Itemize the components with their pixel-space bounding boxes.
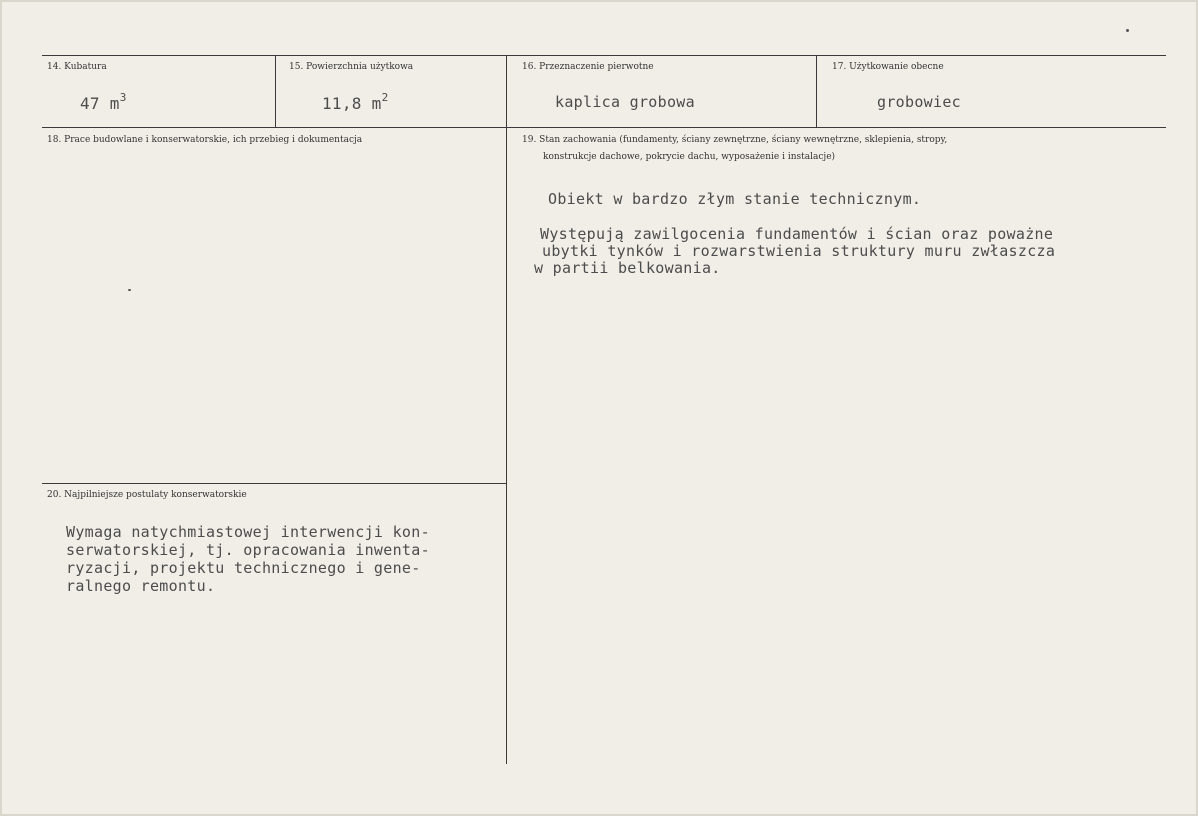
field-20-text-line2: serwatorskiej, tj. opracowania inwenta- xyxy=(66,541,430,559)
field-17-label: 17. Użytkowanie obecne xyxy=(832,62,944,72)
field-14-label: 14. Kubatura xyxy=(47,62,107,72)
divider-16-17 xyxy=(816,56,817,128)
field-15-label: 15. Powierzchnia użytkowa xyxy=(289,62,414,72)
field-20-text-line1: Wymaga natychmiastowej interwencji kon- xyxy=(66,523,430,541)
field18-bottom-rule xyxy=(42,483,507,484)
field-15-value xyxy=(322,91,389,113)
speck xyxy=(1126,29,1129,32)
field-19-label-line1: 19. Stan zachowania (fundamenty, ściany zewnętrzne, ściany wewnętrzne, sklepienia, stropy, xyxy=(522,135,948,145)
field-17-value: grobowiec xyxy=(877,93,961,111)
field-19-text-line3: ubytki tynków i rozwarstwienia struktury muru zwłaszcza xyxy=(542,242,1056,260)
field-15-superscript: 2 xyxy=(381,91,389,104)
field-16-label: 16. Przeznaczenie pierwotne xyxy=(522,62,654,72)
field-19-text-line4: w partii belkowania. xyxy=(534,259,721,277)
field-14-number: 47 m xyxy=(80,94,120,113)
field-14-value xyxy=(80,91,127,113)
field-19-label-line2: konstrukcje dachowe, pokrycie dachu, wyposażenie i instalacje) xyxy=(543,152,836,162)
field-20-text-line4: ralnego remontu. xyxy=(66,577,216,595)
top-rule xyxy=(42,55,1166,56)
divider-main xyxy=(506,56,507,764)
field-19-text-line2: Występują zawilgocenia fundamentów i ścian oraz poważne xyxy=(540,225,1054,243)
field-19-text-line1: Obiekt w bardzo złym stanie technicznym. xyxy=(548,190,922,208)
field-15-number: 11,8 m xyxy=(322,94,382,113)
field-14-superscript: 3 xyxy=(119,91,127,104)
field-20-label: 20. Najpilniejsze postulaty konserwatorskie xyxy=(47,490,247,500)
row1-bottom-rule xyxy=(42,127,1166,128)
field-20-text-line3: ryzacji, projektu technicznego i gene- xyxy=(66,559,421,577)
field-16-value: kaplica grobowa xyxy=(555,93,695,111)
speck xyxy=(128,289,131,291)
divider-14-15 xyxy=(275,56,276,128)
field-18-label: 18. Prace budowlane i konserwatorskie, ich przebieg i dokumentacja xyxy=(47,135,363,145)
